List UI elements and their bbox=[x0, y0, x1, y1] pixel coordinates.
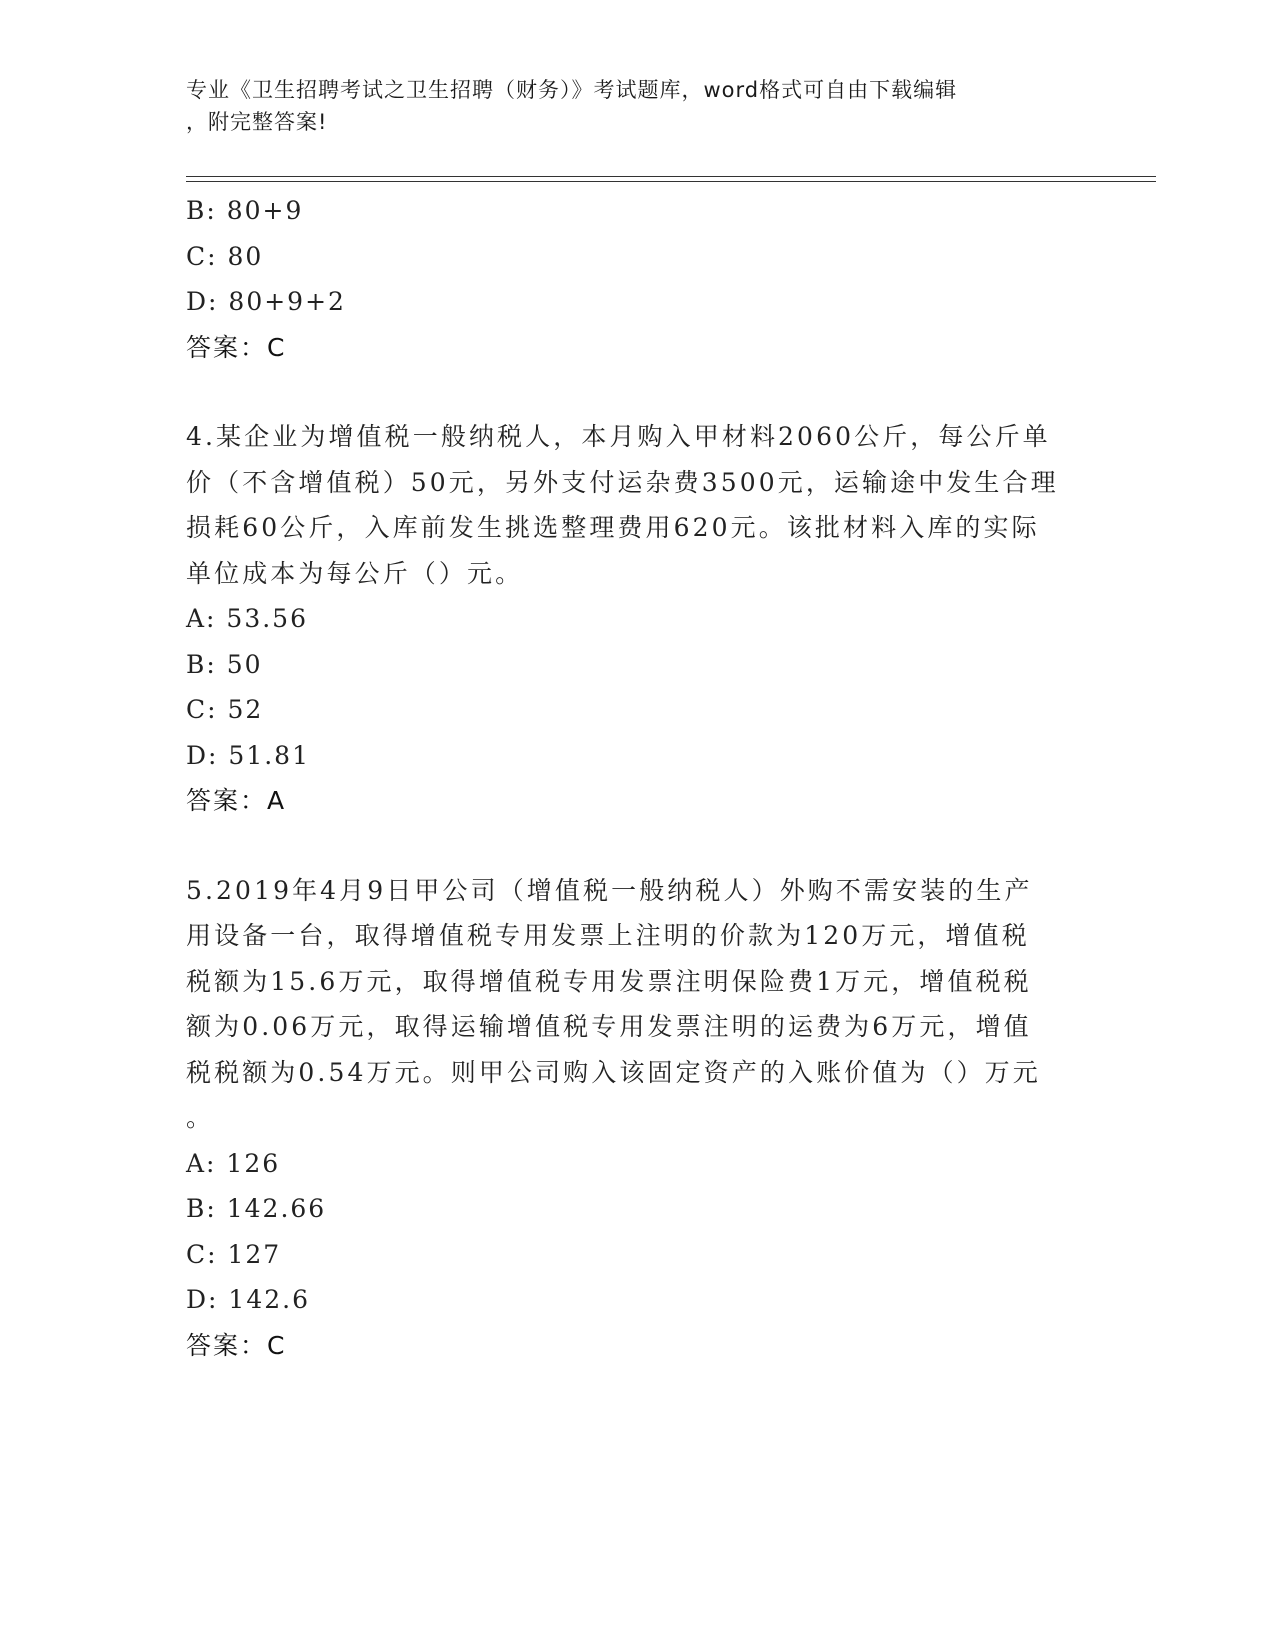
option-a: A: 126 bbox=[186, 1148, 281, 1178]
question-3-continued bbox=[186, 188, 1086, 370]
header-line-2: ，附完整答案! bbox=[186, 110, 328, 134]
question-4-text bbox=[186, 414, 1086, 596]
option-d: D: 51.81 bbox=[186, 740, 310, 770]
option-c: C: 80 bbox=[186, 241, 264, 271]
option-d: D: 142.6 bbox=[186, 1285, 310, 1314]
question-line: 价（不含增值税）50元，另外支付运杂费3500元，运输途中发生合理 bbox=[186, 467, 1059, 497]
question-line: 用设备一台，取得增值税专用发票上注明的价款为120万元，增值税 bbox=[186, 921, 1030, 950]
option-b: B: 50 bbox=[186, 649, 263, 679]
option-c: C: 52 bbox=[186, 695, 264, 724]
header-divider-top bbox=[186, 176, 1156, 177]
question-content bbox=[186, 188, 1086, 1368]
header-divider-bottom bbox=[186, 181, 1156, 182]
answer-label: 答案：A bbox=[186, 786, 287, 815]
spacer bbox=[186, 370, 1086, 414]
document-header bbox=[186, 74, 1066, 138]
option-d: D: 80+9+2 bbox=[186, 287, 346, 316]
question-5 bbox=[186, 868, 1086, 1369]
question-4 bbox=[186, 414, 1086, 824]
header-line-1: 专业《卫生招聘考试之卫生招聘（财务）》考试题库，word格式可自由下载编辑 bbox=[186, 78, 958, 102]
option-b: B: 142.66 bbox=[186, 1194, 327, 1223]
question-5-text bbox=[186, 868, 1086, 1141]
question-line: 税额为15.6万元，取得增值税专用发票注明保险费1万元，增值税税 bbox=[186, 966, 1032, 996]
option-a: A: 53.56 bbox=[186, 604, 308, 633]
question-line: 5.2019年4月9日甲公司（增值税一般纳税人）外购不需安装的生产 bbox=[186, 875, 1033, 905]
question-line: 税税额为0.54万元。则甲公司购入该固定资产的入账价值为（）万元 bbox=[186, 1057, 1041, 1087]
question-line: 4.某企业为增值税一般纳税人，本月购入甲材料2060公斤，每公斤单 bbox=[186, 422, 1051, 451]
answer-label: 答案：C bbox=[186, 332, 287, 362]
question-line: 额为0.06万元，取得运输增值税专用发票注明的运费为6万元，增值 bbox=[186, 1012, 1032, 1041]
question-line: 损耗60公斤，入库前发生挑选整理费用620元。该批材料入库的实际 bbox=[186, 513, 1040, 542]
option-c: C: 127 bbox=[186, 1239, 282, 1269]
question-line: 。 bbox=[186, 1103, 215, 1132]
option-b: B: 80+9 bbox=[186, 196, 304, 225]
answer-label: 答案：C bbox=[186, 1330, 287, 1360]
question-line: 单位成本为每公斤（）元。 bbox=[186, 558, 524, 588]
spacer bbox=[186, 824, 1086, 868]
